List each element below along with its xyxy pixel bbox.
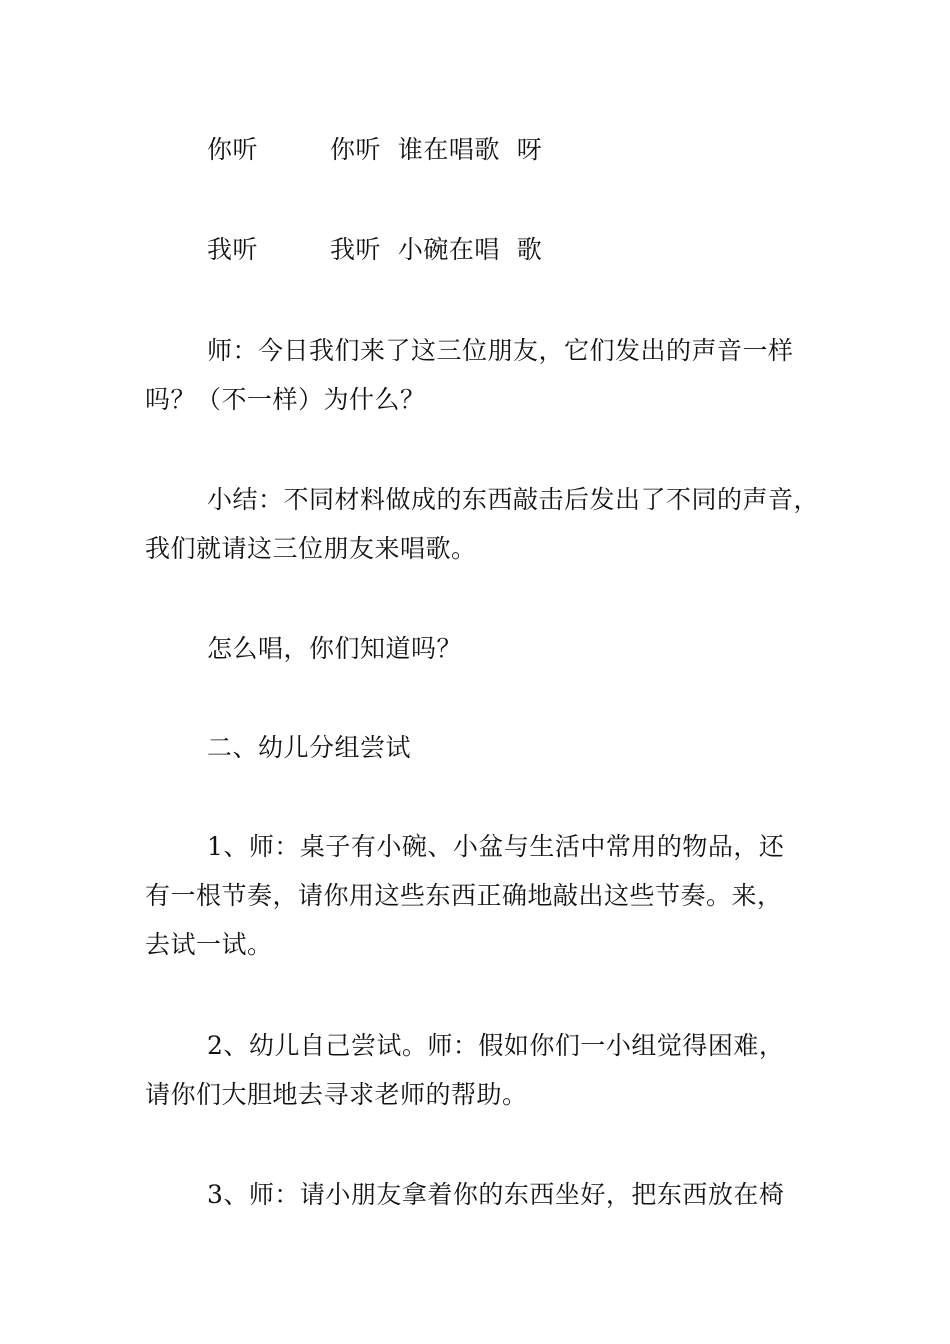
lyric-1-part-a: 你听 xyxy=(207,135,259,164)
paragraph-line: 1、师：桌子有小碗、小盆与生活中常用的物品，还 xyxy=(207,832,785,861)
lyric-2-part-a: 我听 xyxy=(207,235,259,264)
paragraph-line: 小结：不同材料做成的东西敲击后发出了不同的声音， xyxy=(207,485,820,514)
section-heading-group-try xyxy=(145,723,825,772)
paragraph-line: 怎么唱，你们知道吗？ xyxy=(207,634,463,663)
paragraph-line: 我们就请这三位朋友来唱歌。 xyxy=(145,534,477,563)
paragraph-line: 吗？（不一样）为什么？ xyxy=(145,385,426,414)
paragraph-line: 3、师：请小朋友拿着你的东西坐好，把东西放在椅 xyxy=(207,1180,785,1209)
paragraph-summary xyxy=(145,475,825,573)
lyric-line-1 xyxy=(145,125,825,174)
paragraph-step-1 xyxy=(145,822,825,969)
lyric-1-part-b: 你听 谁在唱歌 呀 xyxy=(330,135,543,164)
paragraph-line: 有一根节奏，请你用这些东西正确地敲出这些节奏。来， xyxy=(145,881,783,910)
paragraph-how-to-sing xyxy=(145,624,825,673)
paragraph-step-2 xyxy=(145,1021,825,1119)
section-heading: 二、幼儿分组尝试 xyxy=(207,733,412,762)
paragraph-line: 师：今日我们来了这三位朋友，它们发出的声音一样 xyxy=(207,336,794,365)
lyric-2-part-b: 我听 小碗在唱 歌 xyxy=(330,235,543,264)
paragraph-line: 请你们大胆地去寻求老师的帮助。 xyxy=(145,1080,528,1109)
lyric-line-2 xyxy=(145,225,825,274)
paragraph-line: 2、幼儿自己尝试。师：假如你们一小组觉得困难， xyxy=(207,1031,785,1060)
paragraph-step-3 xyxy=(145,1170,825,1219)
paragraph-teacher-question xyxy=(145,326,825,424)
paragraph-line: 去试一试。 xyxy=(145,930,273,959)
